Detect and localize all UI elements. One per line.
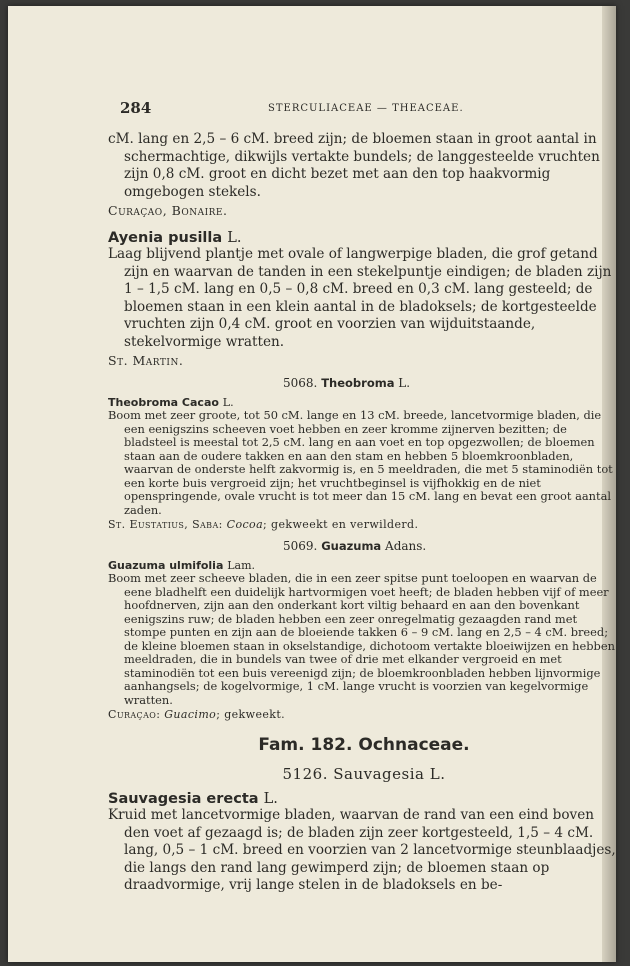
page-header [108, 99, 620, 121]
genus-heading-sauvagesia [108, 765, 620, 783]
running-title: STERCULIACEAE — THEACEAE. [268, 103, 464, 114]
cacao-description: Boom met zeer groote, tot 50 cM. lange en 13 cM. breede, lancetvormige bladen, die een eenigszins scheeven voet hebben en zeer kromme zijnerven bezitten; de bladsteel is meestal tot 2,5 cM. lang en aan voet en top opgezwollen; de bloemen staan aan de oudere takken en aan den stam en hebben 5 bloemkroonbladen, waarvan de onderste helft zakvormig is, en 5 meeldraden, die met 5 staminodiën tot een korte buis vergroeid zijn; het vruchtbeginsel is vijfhokkig en de niet openspringende, ovale vrucht is tot meer dan 15 cM. lang en bevat een groot aantal zaden. [108, 408, 613, 517]
genus-heading-guazuma [108, 539, 620, 553]
continued-description: cM. lang en 2,5 – 6 cM. breed zijn; de bloemen staan in groot aantal in schermachtige, dikwijls vertakte bundels; de langgesteelde vruchten zijn 0,8 cM. groot en dicht bezet met aan den top haakvormig omgebogen stekels. [108, 131, 600, 200]
vernacular-name: Guacimo [164, 708, 217, 721]
ayenia-localities: St. Martin. [108, 353, 184, 368]
ulmifolia-localities [108, 708, 620, 721]
genus-name: Guazuma [321, 539, 382, 553]
genus-name: Theobroma [321, 376, 395, 390]
vernacular-name: Cocoa [226, 518, 264, 531]
species-name: Theobroma Cacao [108, 396, 219, 409]
species-author: Lam. [227, 559, 256, 572]
species-heading-sauvagesia [108, 791, 620, 807]
species-name: Ayenia pusilla [108, 230, 223, 246]
ayenia-description: Laag blijvend plantje met ovale of langwerpige bladen, die grof getand zijn en waarvan de tanden in een stekelpuntje eindigen; de bladen zijn 1 – 1,5 cM. lang en 0,5 – 0,8 cM. breed en 0,3 cM. lang gesteeld; de bloemen staan in een klein aantal in de bladoksels; de kortgesteelde vruchten zijn 0,4 cM. groot en voorzien van wijduitstaande, stekelvormige wratten. [108, 246, 612, 350]
locality-names: St. Eustatius, Saba: [108, 518, 223, 531]
genus-author: L. [429, 765, 446, 783]
page-content [108, 99, 620, 895]
species-name: Sauvagesia erecta [108, 791, 259, 807]
genus-number: 5068. [283, 376, 318, 390]
species-heading-ayenia [108, 230, 620, 246]
species-name: Guazuma ulmifolia [108, 559, 224, 572]
genus-name: 5126. Sauvagesia [282, 765, 425, 783]
locality-note: ; gekweekt en verwilderd. [263, 518, 419, 531]
ulmifolia-description: Boom met zeer scheeve bladen, die in een zeer spitse punt toeloopen en waarvan de eene bladhelft een duidelijk hartvormigen voet heeft; de bladen hebben vijf of meer hoofdnerven, zijn aan den onderkant kort viltig behaard en aan den bovenkant eenigszins ruw; de bladen hebben een zeer onregelmatig gezaagden rand met stompe punten en zijn aan de bloeiende takken 6 – 9 cM. lang en 2,5 – 4 cM. breed; de kleine bloemen staan in okselstandige, dichotoom vertakte bloeiwijzen en hebben meeldraden, die in bundels van twee of drie met elkander vergroeid en met staminodiën tot een buis vereenigd zijn; de bloemkroonbladen hebben lijnvormige aanhangsels; de kogelvormige, 1 cM. lange vrucht is voorzien van kegelvormige wratten. [108, 571, 615, 707]
page-number: 284 [120, 99, 152, 117]
genus-heading-theobroma [108, 376, 620, 390]
cacao-localities [108, 518, 620, 531]
species-author: L. [227, 230, 242, 246]
genus-number: 5069. [283, 539, 318, 553]
family-heading: Fam. 182. Ochnaceae. [258, 735, 470, 755]
locality-note: ; gekweekt. [216, 708, 286, 721]
genus-author: L. [398, 376, 411, 390]
species-author: L. [222, 396, 234, 409]
genus-author: Adans. [385, 539, 427, 553]
species-author: L. [263, 791, 278, 807]
book-page [8, 6, 616, 962]
sauvagesia-description: Kruid met lancetvormige bladen, waarvan de rand van een eind boven den voet af gezaagd is; de bladen zijn zeer kortgesteeld, 1,5 – 4 cM. lang, 0,5 – 1 cM. breed en voorzien van 2 lancetvormige steunblaadjes, die langs den rand lang gewimperd zijn; de bloemen staan op draadvormige, vrij lange stelen in de bladoksels en be- [108, 807, 616, 893]
locality-names: Curaçao: [108, 708, 161, 721]
continued-localities: Curaçao, Bonaire. [108, 203, 228, 218]
